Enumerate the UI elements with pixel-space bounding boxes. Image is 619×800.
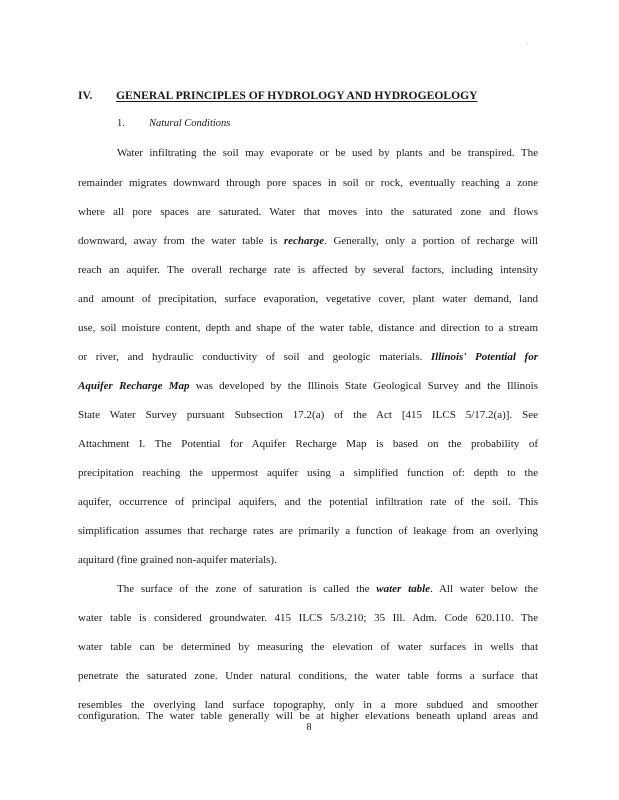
body-line: [78, 351, 538, 364]
map-title-part2: Aquifer Recharge Map: [78, 380, 190, 392]
body-line: water table can be determined by measuring the elevation of water surfaces in wells that: [78, 641, 538, 653]
body-line: [117, 583, 538, 596]
body-line: where all pore spaces are saturated. Water that moves into the saturated zone and flows: [78, 206, 538, 218]
scan-mark: .: [527, 40, 529, 46]
body-line: [78, 380, 538, 393]
text-run: . Generally, only a portion of recharge will: [324, 235, 538, 247]
body-line: and amount of precipitation, surface evaporation, vegetative cover, plant water demand, land: [78, 293, 538, 305]
body-line: use, soil moisture content, depth and shape of the water table, distance and direction to a stream: [78, 322, 538, 334]
map-title-part1: Illinois' Potential for: [430, 351, 538, 363]
body-line: [78, 235, 538, 248]
body-line: State Water Survey pursuant Subsection 17.2(a) of the Act [415 ILCS 5/17.2(a)]. See: [78, 409, 538, 421]
subsection-number: 1.: [117, 118, 125, 129]
subsection-title: Natural Conditions: [149, 118, 231, 129]
body-line: resembles the overlying land surface topography, only in a more subdued and smoother: [78, 699, 538, 711]
section-heading: [78, 89, 477, 102]
section-title: GENERAL PRINCIPLES OF HYDROLOGY AND HYDROGEOLOGY: [116, 89, 478, 102]
body-line: aquitard (fine grained non-aquifer materials).: [78, 554, 277, 566]
body-line: water table is considered groundwater. 415 ILCS 5/3.210; 35 Ill. Adm. Code 620.110. The: [78, 612, 538, 624]
body-line: precipitation reaching the uppermost aquifer using a simplified function of: depth to the: [78, 467, 538, 479]
text-run: downward, away from the water table is: [78, 235, 284, 247]
text-run: or river, and hydraulic conductivity of soil and geologic materials.: [78, 351, 431, 363]
body-line: aquifer, occurrence of principal aquifers, and the potential infiltration rate of the soil. This: [78, 496, 538, 508]
text-run: The surface of the zone of saturation is called the: [117, 583, 377, 595]
body-line: Attachment I. The Potential for Aquifer Recharge Map is based on the probability of: [78, 438, 538, 450]
text-run: . All water below the: [430, 583, 538, 595]
body-line: simplification assumes that recharge rates are primarily a function of leakage from an overlying: [78, 525, 538, 537]
body-line: configuration. The water table generally will be at higher elevations beneath upland areas and: [78, 710, 538, 722]
subsection-heading: [117, 118, 230, 129]
term-recharge: recharge: [283, 235, 325, 247]
page-number: 8: [306, 722, 312, 733]
body-line: reach an aquifer. The overall recharge rate is affected by several factors, including intensity: [78, 264, 538, 276]
body-line: remainder migrates downward through pore spaces in soil or rock, eventually reaching a zone: [78, 177, 538, 189]
body-line: Water infiltrating the soil may evaporate or be used by plants and be transpired. The: [117, 147, 538, 159]
section-number: IV.: [78, 89, 93, 102]
term-water-table: water table: [376, 583, 431, 595]
body-line: penetrate the saturated zone. Under natural conditions, the water table forms a surface that: [78, 670, 538, 682]
text-run: was developed by the Illinois State Geological Survey and the Illinois: [189, 380, 538, 392]
